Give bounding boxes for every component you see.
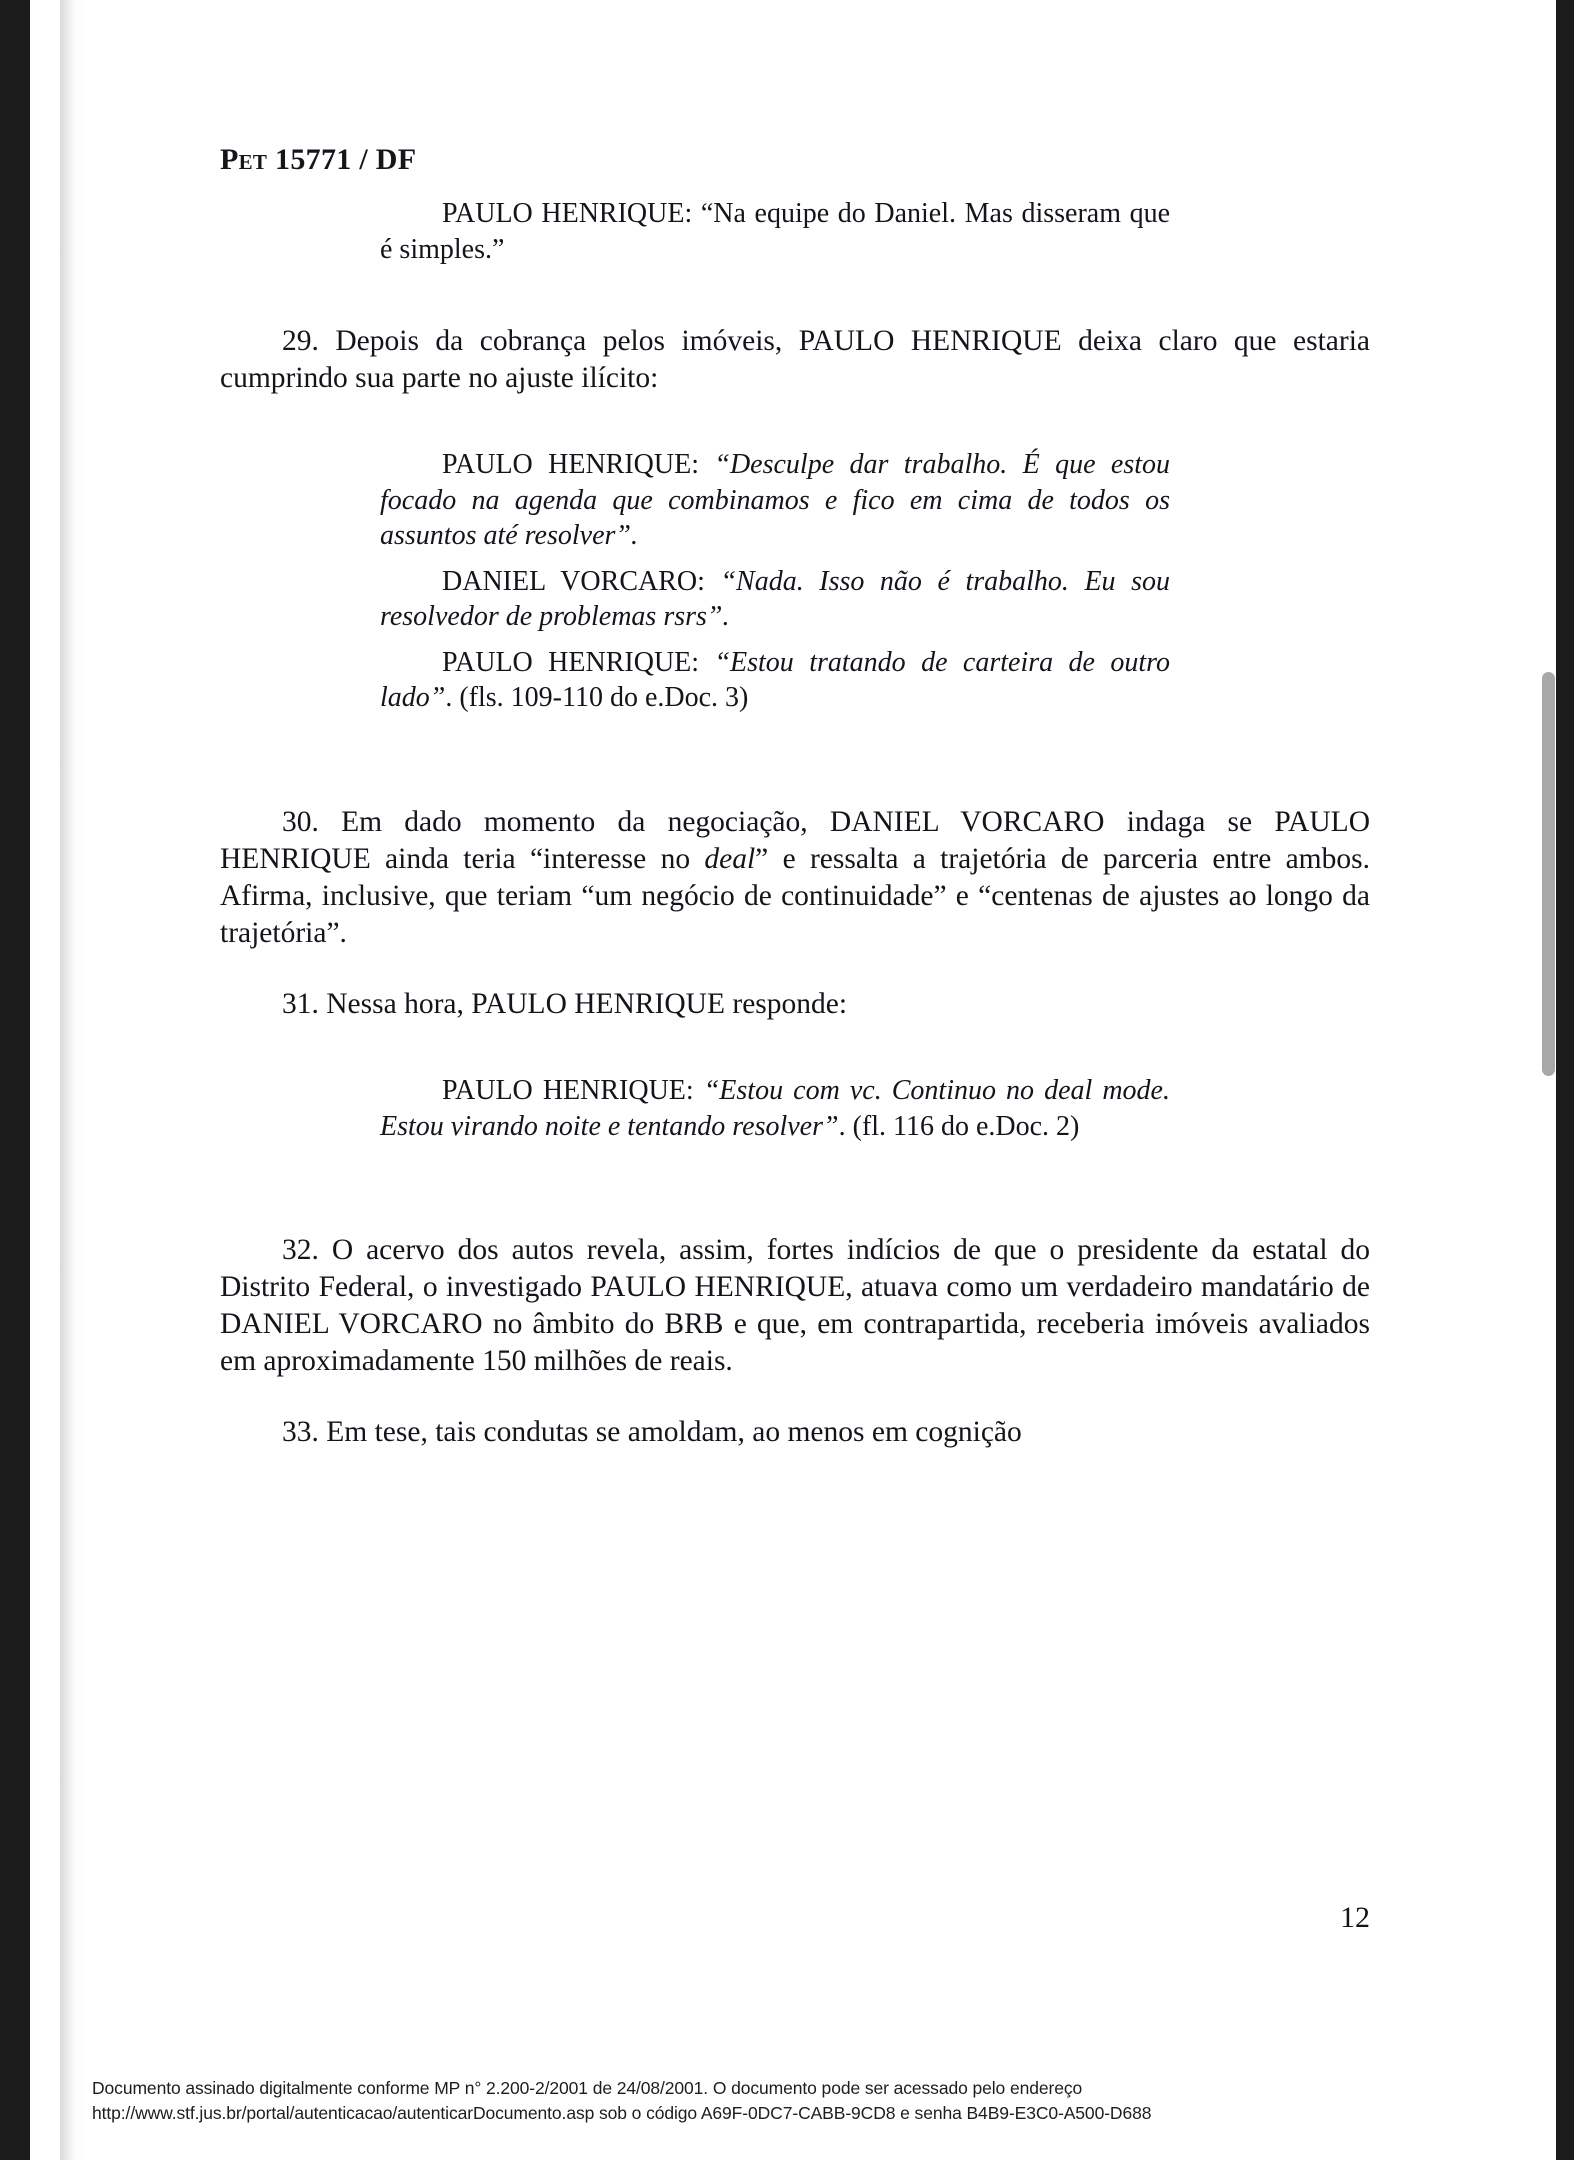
transcript-quote-3 [380,645,1170,716]
digital-signature-footer [92,2076,1452,2127]
paragraph-31 [220,986,1370,1023]
paragraph-33-number: 33. [282,1416,319,1449]
document-page [30,0,1556,2160]
spacer [220,397,1370,437]
document-running-header: Pet 15771 / DF [220,143,417,176]
paragraph-31-text: Nessa hora, PAULO HENRIQUE responde: [318,988,848,1021]
paragraph-30-italic-term: deal [704,842,756,875]
quote-3-text: “Estou tratando de carteira de outro lado” [380,646,1170,714]
paragraph-29-text: Depois da cobrança pelos imóveis, PAULO HENRIQUE deixa claro que estaria cumprindo sua parte no ajuste ilícito: [220,325,1370,395]
paragraph-32 [220,1232,1370,1380]
scrollbar-thumb[interactable] [1542,672,1555,1076]
scrollbar-track[interactable] [1522,0,1538,2160]
footer-line-2: http://www.stf.jus.br/portal/autenticacao/autenticarDocumento.asp sob o código A69F-0DC7-CABB-9CD8 e senha B4B9-E3C0-A500-D688 [92,2103,1152,2124]
spacer [220,1023,1370,1063]
paragraph-30-text-after: ” e ressalta a trajetória de parceria entre ambos. Afirma, inclusive, que teriam “um negócio de continuidade” e “centenas de ajustes ao longo da trajetória”. [220,842,1370,949]
spacer [220,1144,1370,1198]
transcript-quote-1 [380,447,1170,554]
paragraph-29 [220,323,1370,397]
spacer [220,716,1370,770]
paragraph-33-text: Em tese, tais condutas se amoldam, ao menos em cognição [318,1416,1022,1449]
quote-0-speaker: PAULO HENRIQUE: [442,198,693,229]
paragraph-31-number: 31. [282,988,319,1021]
quote-0-text: “Na equipe do Daniel. Mas disseram que é simples.” [380,198,1170,265]
footer-line-1: Documento assinado digitalmente conforme MP n° 2.200-2/2001 de 24/08/2001. O documento pode ser acessado pelo endereço [92,2078,1083,2098]
quote-4-text: “Estou com vc. Continuo no deal mode. Estou virando noite e tentando resolver” [380,1075,1170,1142]
quote-4-citation: . (fl. 116 do e.Doc. 2) [838,1110,1080,1142]
paragraph-33 [220,1414,1370,1451]
app-chrome-right-bar [1556,0,1574,2160]
page-number: 12 [1340,1901,1370,1934]
quote-4-speaker: PAULO HENRIQUE: [442,1075,694,1107]
quote-1-text: “Desculpe dar trabalho. É que estou focado na agenda que combinamos e fico em cima de todos os assuntos até resolver”. [380,449,1170,552]
app-chrome-left-bar [0,0,30,2160]
spacer [220,267,1370,289]
paragraph-29-number: 29. [282,325,319,358]
quote-3-speaker: PAULO HENRIQUE: [442,646,700,678]
quote-3-citation: . (fls. 109-110 do e.Doc. 3) [445,682,749,714]
transcript-quote-0 [380,196,1170,267]
quote-2-text: “Nada. Isso não é trabalho. Eu sou resolvedor de problemas rsrs”. [380,565,1170,633]
page-content-area [30,0,1556,2046]
quote-2-speaker: DANIEL VORCARO: [442,565,705,597]
paragraph-32-number: 32. [282,1234,319,1267]
quote-1-speaker: PAULO HENRIQUE: [442,449,700,481]
paragraph-32-text: O acervo dos autos revela, assim, fortes indícios de que o presidente da estatal do Distrito Federal, o investigado PAULO HENRIQUE, atuava como um verdadeiro mandatário de DANIEL VORCARO no âmbito do BRB e que, em contrapartida, receberia imóveis avaliados em aproximadamente 150 milhões de reais. [220,1234,1370,1378]
transcript-quote-2 [380,564,1170,635]
paragraph-30 [220,804,1370,952]
document-body-column [220,196,1370,1451]
paragraph-30-number: 30. [282,805,319,838]
transcript-quote-4 [380,1073,1170,1144]
paragraph-30-text-before: Em dado momento da negociação, DANIEL VORCARO indaga se PAULO HENRIQUE ainda teria “interesse no [220,805,1370,875]
